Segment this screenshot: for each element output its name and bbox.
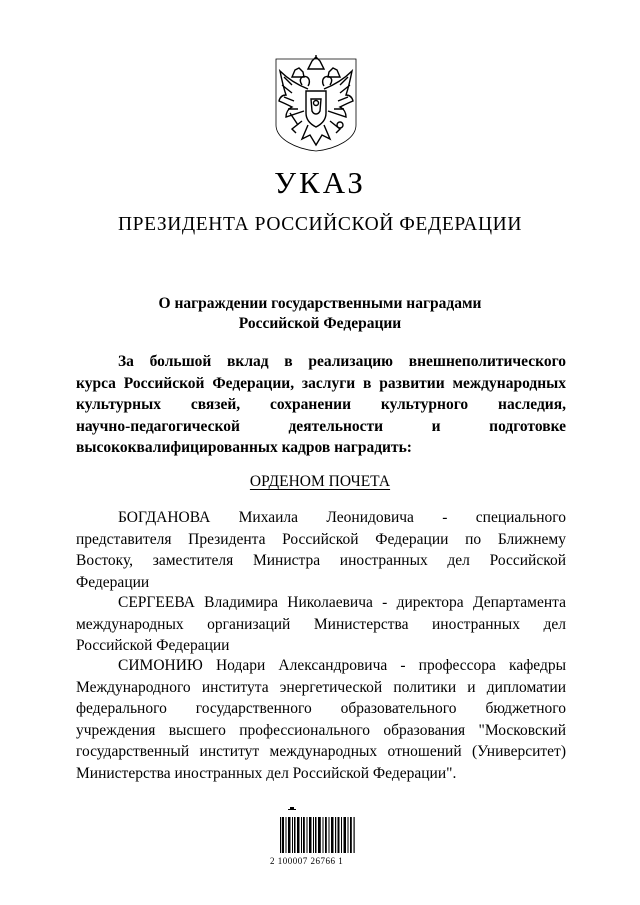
- decree-preamble: [76, 351, 566, 459]
- awardee-line: представителя Президента Российской Федерации по Ближнему: [76, 530, 566, 548]
- awardee-line: государственный институт международных отношений (Университет): [76, 743, 566, 760]
- awardee-paragraph: [76, 507, 566, 593]
- order-label: ОРДЕНОМ ПОЧЕТА: [249, 473, 391, 490]
- russian-coat-of-arms-icon: [272, 55, 360, 153]
- preamble-line: культурных связей, сохранении культурного наследия,: [76, 396, 566, 413]
- preamble-line: высококвалифицированных кадров наградить:: [76, 439, 412, 456]
- awardee-line: учреждения высшего профессионального образования "Московский: [76, 721, 566, 739]
- awardee-line: Российской Федерации: [76, 637, 230, 654]
- preamble-line: научно-педагогической деятельности и подготовке: [76, 417, 566, 435]
- order-heading: [0, 472, 640, 492]
- subject-line: Российской Федерации: [238, 315, 402, 332]
- awardee-line: СИМОНИЮ Нодари Александровича - профессора кафедры: [118, 657, 566, 674]
- awardee-paragraph: [76, 592, 566, 657]
- awardee-line: Федерации: [76, 573, 150, 591]
- preamble-line: За большой вклад в реализацию внешнеполитического: [118, 353, 566, 370]
- awardee-line: федерального государственного образовательного бюджетного: [76, 700, 566, 717]
- awardee-line: Международного института энергетической политики и дипломатии: [76, 678, 566, 696]
- subject-line: О награждении государственными наградами: [158, 295, 482, 312]
- decree-subject: [0, 294, 640, 334]
- awardee-line: Министерства иностранных дел Российской Федерации".: [76, 764, 457, 782]
- document-title: УКАЗ: [274, 165, 366, 200]
- awardee-line: международных организаций Министерства иностранных дел: [76, 615, 566, 633]
- preamble-line: курса Российской Федерации, заслуги в развитии международных: [76, 374, 566, 392]
- awardee-line: СЕРГЕЕВА Владимира Николаевича - директора Департамента: [118, 594, 566, 611]
- barcode-number: 2 100007 26766 1: [270, 856, 344, 866]
- awardee-line: Востоку, заместителя Министра иностранных дел Российской: [76, 552, 566, 569]
- awardee-line: БОГДАНОВА Михаила Леонидовича - специального: [118, 509, 566, 526]
- document-subtitle: ПРЕЗИДЕНТА РОССИЙСКОЙ ФЕДЕРАЦИИ: [117, 214, 523, 235]
- barcode-icon: [268, 807, 370, 877]
- awardee-paragraph: [76, 655, 566, 784]
